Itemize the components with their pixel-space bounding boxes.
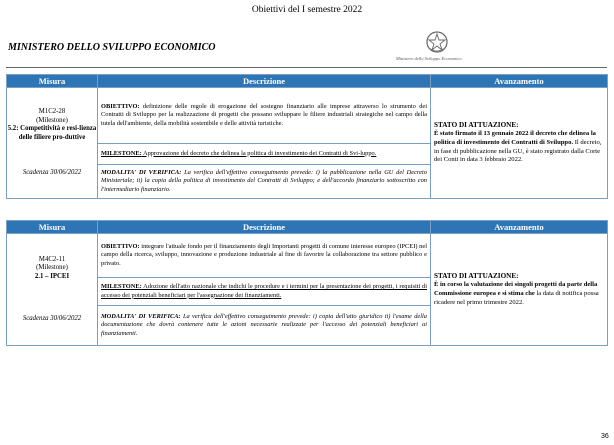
col-header-descrizione: Descrizione xyxy=(98,75,431,88)
milestone-text: Approvazione del decreto che delinea la politica di investimento dei Contratti di Svi-luppo. xyxy=(141,149,377,157)
status-title: STATO DI ATTUAZIONE: xyxy=(434,120,519,129)
measure-type: (Milestone) xyxy=(36,116,68,124)
milestone-label: MILESTONE: xyxy=(101,149,142,157)
status-highlight: È in corso la valutazione dei singoli progetti da parte della Commissione europea e si stima che xyxy=(434,281,598,297)
col-header-misura: Misura xyxy=(7,75,98,88)
measure-name: 2.1 – IPCEI xyxy=(34,272,70,280)
measure-cell xyxy=(7,88,98,199)
objective-cell xyxy=(98,234,431,278)
measure-type: (Milestone) xyxy=(36,264,68,272)
ministry-name: MINISTERO DELLO SVILUPPO ECONOMICO xyxy=(8,42,216,53)
verification-cell xyxy=(98,165,431,199)
verification-text: La verifica dell'effettivo conseguimento prevede: i) la pubblicazione nella GU del Decreto Ministeriale; ii) la copia della politica di investimento del Contratti di Sviluppo; e dell'accordo finanziario sottoscritto con l'intermediario finanziario. xyxy=(101,169,427,193)
col-header-avanzamento: Avanzamento xyxy=(431,221,608,234)
objective-label: OBIETTIVO: xyxy=(101,243,140,250)
page-number: 36 xyxy=(601,433,609,440)
objective-label: OBIETTIVO: xyxy=(101,103,140,110)
measure-table-1 xyxy=(6,74,608,199)
table-header-row xyxy=(7,75,608,88)
col-header-avanzamento: Avanzamento xyxy=(431,75,608,88)
measure-table-2 xyxy=(6,220,608,346)
col-header-descrizione: Descrizione xyxy=(98,221,431,234)
republic-emblem-icon xyxy=(424,30,450,54)
objective-cell xyxy=(98,88,431,144)
status-text: Il decreto, in fase di pubblicazione nella GU, è stato registrato dalla Corte dei Conti in data 3 febbraio 2022. xyxy=(434,139,602,164)
table-header-row xyxy=(7,221,608,234)
milestone-text: Adozione dell'atto nazionale che indichi le procedure e i termini per la presentazione dei progetti, i requisiti di accesso dei potenziali beneficiari per l'assegnazione dei finanziamenti. xyxy=(101,283,427,299)
measure-deadline: Scadenza 30/06/2022 xyxy=(22,314,82,322)
status-text: la data di notifica possa ricadere nel primo trimestre 2022. xyxy=(434,289,599,306)
status-highlight: È stato firmato il 13 gennaio 2022 il decreto che delinea la politica di investimento dei Contratti di Sviluppo. xyxy=(434,130,596,147)
measure-code: M1C2-28 xyxy=(38,108,66,116)
emblem-caption: Ministero dello Sviluppo Economico xyxy=(396,56,462,61)
verification-label: MODALITA' DI VERIFICA: xyxy=(101,169,182,176)
status-title: STATO DI ATTUAZIONE: xyxy=(434,271,519,280)
milestone-cell xyxy=(98,278,431,306)
measure-cell xyxy=(7,234,98,346)
milestone-label: MILESTONE: xyxy=(101,283,142,291)
objective-text: definizione delle regole di erogazione del sostegno finanziario alle imprese attraverso lo strumento dei Contratti di Sviluppo per la realizzazione di progetti che possano sviluppare le filiere industriali strategiche nel campo della tutela dell'ambiente, della mobilità sostenibile e delle attività turistiche. xyxy=(101,103,427,127)
header-divider xyxy=(6,67,607,68)
milestone-cell xyxy=(98,144,431,165)
objective-text: integrare l'attuale fondo per il finanziamento degli Importanti progetti di comune interesse europeo (IPCEI) nel campo della ricerca, sviluppo, innovazione e produzione industriale al fine di favorire la collaborazione tra settore pubblico e privato. xyxy=(101,243,427,267)
verification-cell xyxy=(98,306,431,346)
verification-label: MODALITA' DI VERIFICA: xyxy=(101,313,181,320)
page-header: Obiettivi del I semestre 2022 xyxy=(251,5,363,15)
col-header-misura: Misura xyxy=(7,221,98,234)
measure-name: 5.2: Competitività e resi-lienza delle filiere pro-duttive xyxy=(7,125,97,141)
status-cell xyxy=(431,234,608,346)
status-cell xyxy=(431,88,608,199)
measure-code: M4C2-11 xyxy=(38,255,66,263)
measure-deadline: Scadenza 30/06/2022 xyxy=(22,169,82,177)
verification-text: La verifica dell'effettivo conseguimento prevede: i) copia dell'atto giuridico ii) l'esame della documentazione che dovrà contenere tutte le azioni necessarie realizzate per l'accesso dei potenziali beneficiari ai finanziamenti. xyxy=(101,313,427,337)
